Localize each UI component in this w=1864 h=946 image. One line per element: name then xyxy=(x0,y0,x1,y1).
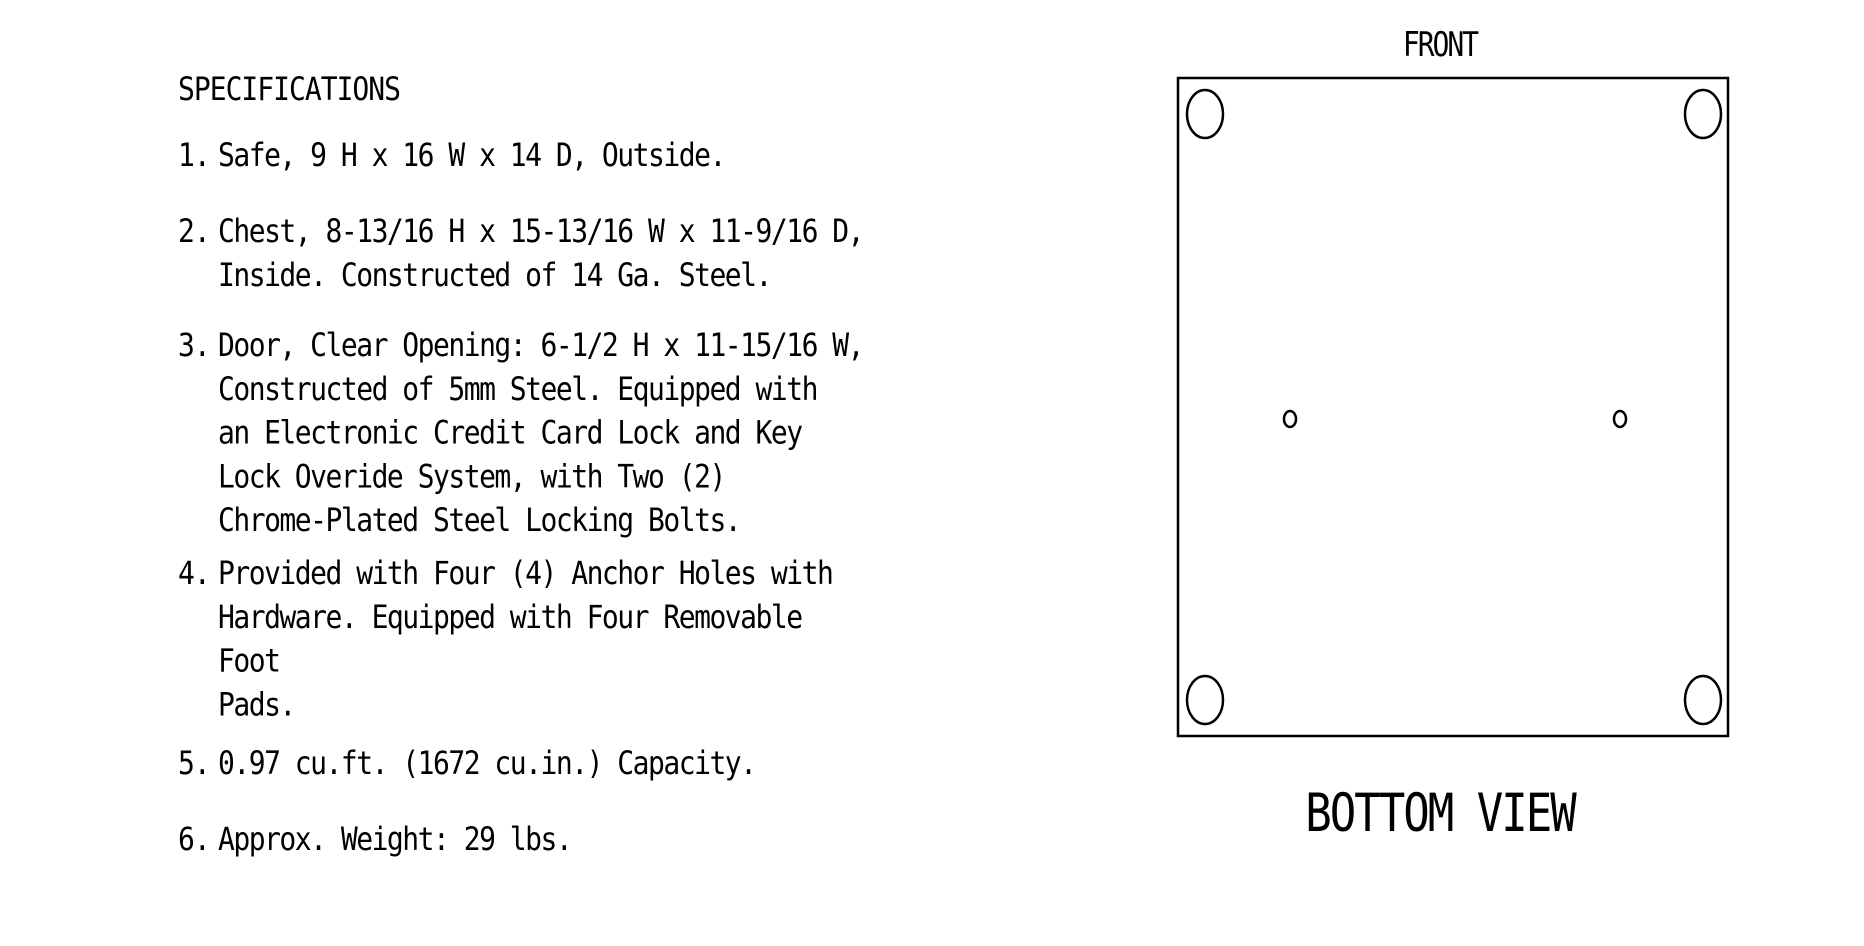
spec-item-4 xyxy=(178,552,878,724)
spec-text: Door, Clear Opening: 6-1/2 H x 11-15/16 W, Constructed of 5mm Steel. Equipped with an Electronic Credit Card Lock and Key Lock Overide System, with Two (2) Chrome-Plated Steel Locking Bolts. xyxy=(218,326,864,540)
spec-number: 2. xyxy=(178,212,210,251)
spec-number: 5. xyxy=(178,744,210,783)
foot-pad-top-left xyxy=(1187,90,1223,138)
bottom-view-svg xyxy=(1170,20,1770,780)
spec-item-3 xyxy=(178,324,878,540)
spec-item-5 xyxy=(178,742,878,783)
bottom-view-label: BOTTOM VIEW xyxy=(1305,782,1575,845)
anchor-hole-right xyxy=(1614,411,1626,427)
spec-text: 0.97 cu.ft. (1672 cu.in.) Capacity. xyxy=(218,744,756,783)
spec-item-1 xyxy=(178,134,878,175)
foot-pad-top-right xyxy=(1685,90,1721,138)
foot-pad-bottom-right xyxy=(1685,676,1721,724)
specifications-list xyxy=(178,134,878,859)
spec-text: Chest, 8-13/16 H x 15-13/16 W x 11-9/16 D, Inside. Constructed of 14 Ga. Steel. xyxy=(218,212,864,294)
foot-pad-bottom-left xyxy=(1187,676,1223,724)
bottom-view-drawing xyxy=(1170,20,1770,860)
spec-number: 4. xyxy=(178,554,210,593)
specifications-panel xyxy=(178,68,878,894)
anchor-hole-left xyxy=(1284,411,1296,427)
specifications-title: SPECIFICATIONS xyxy=(178,70,401,109)
front-label: FRONT xyxy=(1402,24,1478,65)
spec-text: Safe, 9 H x 16 W x 14 D, Outside. xyxy=(218,136,725,175)
spec-text: Approx. Weight: 29 lbs. xyxy=(218,820,572,859)
safe-bottom-outline xyxy=(1178,78,1728,736)
spec-number: 1. xyxy=(178,136,210,175)
spec-item-6 xyxy=(178,818,878,859)
spec-item-2 xyxy=(178,210,878,294)
spec-number: 3. xyxy=(178,326,210,365)
spec-number: 6. xyxy=(178,820,210,859)
spec-text: Provided with Four (4) Anchor Holes with Hardware. Equipped with Four Removable Foot Pads. xyxy=(218,554,833,724)
